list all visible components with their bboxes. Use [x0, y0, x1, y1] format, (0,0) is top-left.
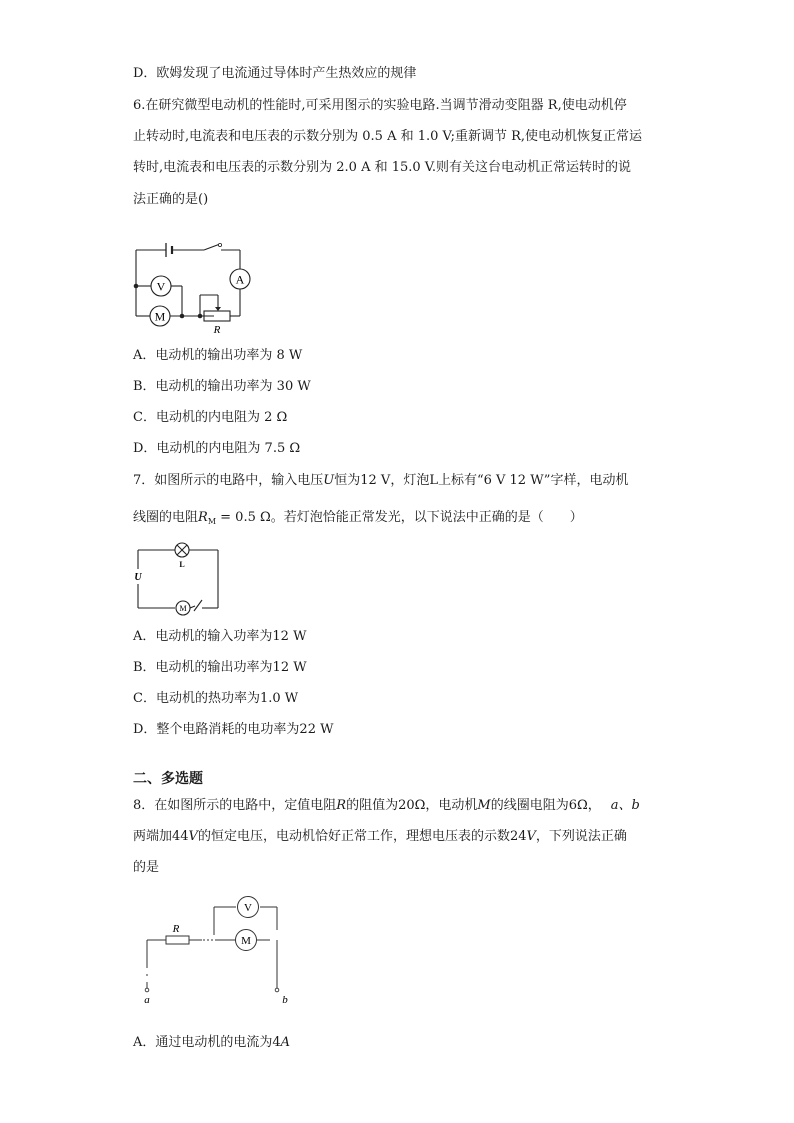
q6-stem-line-2: 止转动时,电流表和电压表的示数分别为 0.5 A 和 1.0 V;重新调节 R,使电动机恢复正常运: [133, 129, 643, 144]
q6-circuit-diagram: [128, 236, 258, 336]
q7-stem-line-2: 线圈的电阻$R_M = 0.5$ Ω。若灯泡恰能正常发光，以下说法中正确的是（ ）: [133, 510, 583, 526]
q8-terminal-a-label: a: [144, 994, 150, 1006]
q6-voltmeter-label: V: [156, 279, 166, 294]
q8-resistor-label: R: [172, 923, 180, 935]
q7-option-a[interactable]: A．电动机的输入功率为12 W: [133, 629, 307, 644]
q8-stem-line-2: 两端加44V的恒定电压，电动机恰好正常工作，理想电压表的示数24V，下列说法正确: [133, 829, 627, 844]
section-heading-multiple-choice: 二、多选题: [133, 771, 203, 787]
q8-option-a[interactable]: A．通过电动机的电流为4A: [133, 1035, 291, 1050]
q6-rheostat-label: R: [213, 324, 221, 336]
q8-voltmeter-label: V: [244, 902, 252, 914]
q6-option-d[interactable]: D．电动机的内电阻为 7.5 Ω: [133, 441, 301, 456]
q6-ammeter-label: A: [235, 272, 245, 287]
q6-stem-line-1: 6.在研究微型电动机的性能时,可采用图示的实验电路.当调节滑动变阻器 R,使电动机停: [133, 98, 627, 113]
q8-stem-line-1: 8．在如图所示的电路中，定值电阻R的阻值为20Ω，电动机M的线圈电阻为6Ω， a、b: [133, 798, 640, 813]
q8-terminal-b-label: b: [282, 994, 288, 1006]
q7-stem-line-1: 7．如图所示的电路中，输入电压U恒为12 V，灯泡L上标有“6 V 12 W”字样，电动机: [133, 473, 629, 488]
q7-motor-label: M: [179, 604, 187, 613]
q8-circuit-diagram: [140, 890, 290, 1005]
q5-option-d: D．欧姆发现了电流通过导体时产生热效应的规律: [133, 66, 417, 81]
q7-circuit-diagram: [128, 540, 228, 615]
q6-option-a[interactable]: A．电动机的输出功率为 8 W: [133, 348, 303, 363]
q6-option-c[interactable]: C．电动机的内电阻为 2 Ω: [133, 410, 288, 425]
q7-voltage-label: U: [134, 572, 142, 583]
q6-option-b[interactable]: B．电动机的输出功率为 30 W: [133, 379, 311, 394]
q6-stem-line-4: 法正确的是(): [133, 192, 209, 207]
q7-option-d[interactable]: D．整个电路消耗的电功率为22 W: [133, 722, 334, 737]
q6-motor-label: M: [154, 309, 166, 324]
q7-lamp-label: L: [179, 560, 185, 569]
q7-option-c[interactable]: C．电动机的热功率为1.0 W: [133, 691, 299, 706]
q7-option-b[interactable]: B．电动机的输出功率为12 W: [133, 660, 307, 675]
q6-stem-line-3: 转时,电流表和电压表的示数分别为 2.0 A 和 15.0 V.则有关这台电动机正常运转时的说: [133, 160, 632, 175]
q8-stem-line-3: 的是: [133, 860, 160, 875]
q8-motor-label: M: [241, 935, 251, 947]
